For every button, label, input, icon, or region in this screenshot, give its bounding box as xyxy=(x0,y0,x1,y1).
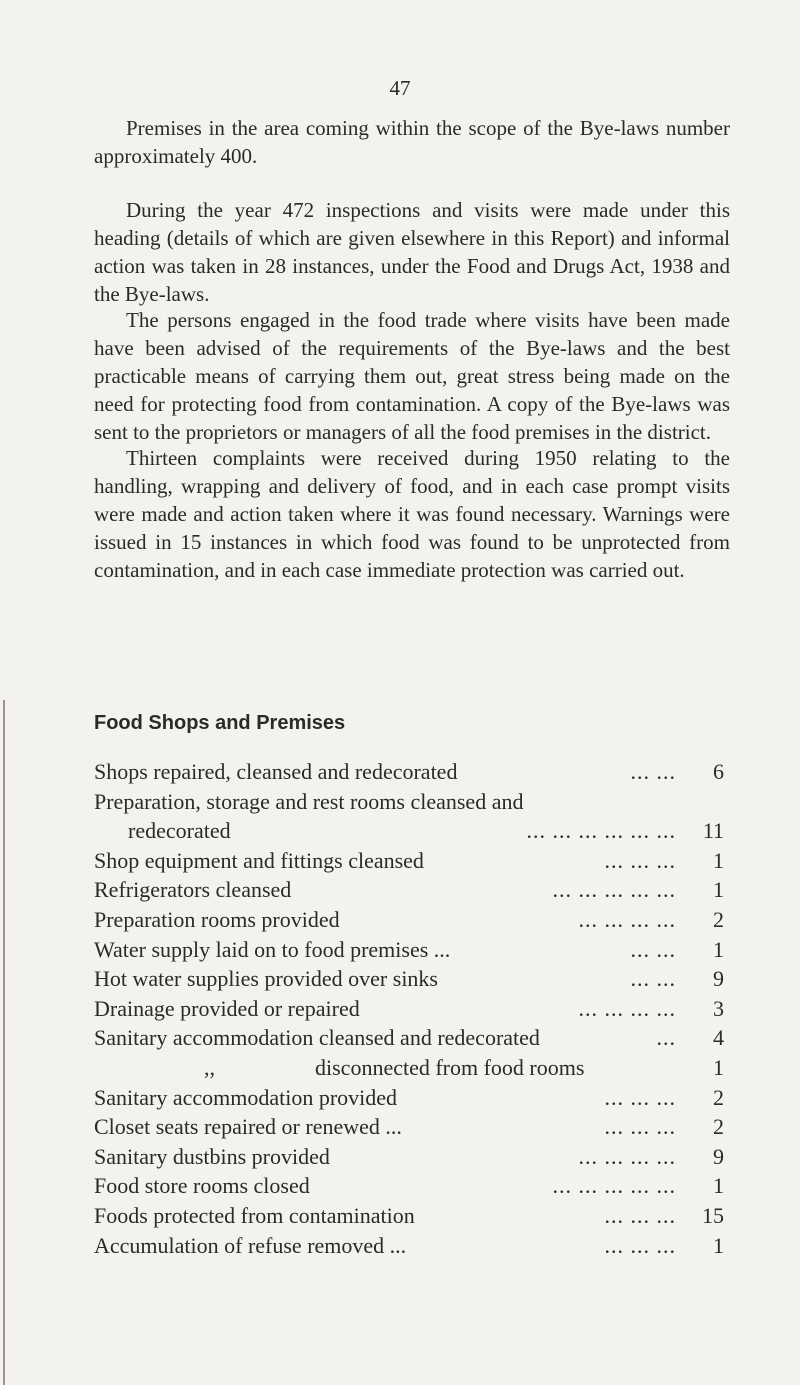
item-label: Foods protected from contamination xyxy=(94,1202,415,1228)
paragraph-inspections: During the year 472 inspections and visits were made under this heading (details of which are given elsewhere in this Report) and informal action was taken in 28 instances, under the Food and Drugs Act, 1938 and the Bye-laws. xyxy=(94,198,730,306)
list-item xyxy=(94,816,724,846)
item-label: Sanitary accommodation cleansed and redecorated xyxy=(94,1025,540,1051)
food-shops-list xyxy=(94,757,724,1260)
leader-dots: ... ... ... ... ... xyxy=(552,877,676,903)
list-item xyxy=(94,1171,724,1201)
leader-dots: ... ... ... ... xyxy=(578,1143,676,1169)
item-value: 4 xyxy=(713,1025,724,1051)
item-label: Hot water supplies provided over sinks xyxy=(94,966,438,992)
ditto-mark: ,, xyxy=(204,1054,215,1080)
item-value: 9 xyxy=(713,1143,724,1169)
leader-dots: ... ... ... xyxy=(604,1232,676,1258)
list-item xyxy=(94,1142,724,1172)
leader-dots: ... ... ... xyxy=(604,1202,676,1228)
leader-dots: ... ... ... xyxy=(604,847,676,873)
item-label: Drainage provided or repaired xyxy=(94,995,360,1021)
item-label: Preparation rooms provided xyxy=(94,906,340,932)
item-value: 1 xyxy=(713,1054,724,1080)
leader-dots: ... ... ... xyxy=(604,1084,676,1110)
list-item xyxy=(94,1231,724,1261)
list-item xyxy=(94,935,724,965)
list-item xyxy=(94,1201,724,1231)
item-value: 1 xyxy=(713,936,724,962)
leader-dots: ... ... xyxy=(630,759,676,784)
item-label: Refrigerators cleansed xyxy=(94,877,292,903)
list-item xyxy=(94,875,724,905)
list-item xyxy=(94,787,724,817)
item-label: Water supply laid on to food premises ... xyxy=(94,936,451,962)
item-value: 1 xyxy=(713,847,724,873)
list-item xyxy=(94,964,724,994)
item-label: Shops repaired, cleansed and redecorated xyxy=(94,759,458,784)
item-value: 11 xyxy=(702,818,724,844)
paragraph-food-trade: The persons engaged in the food trade where visits have been made have been advised of the requirements of the Bye-laws and the best practicable means of carrying them out, great stress being made on the need for protecting food from contamination. A copy of the Bye-laws was sent to the proprietors or managers of all the food premises in the district. xyxy=(94,308,730,444)
list-item xyxy=(94,905,724,935)
item-value: 3 xyxy=(713,995,724,1021)
list-item xyxy=(94,1112,724,1142)
item-label: Closet seats repaired or renewed ... xyxy=(94,1114,402,1140)
item-value: 2 xyxy=(713,906,724,932)
list-item xyxy=(94,1023,724,1053)
leader-dots: ... ... ... ... xyxy=(578,995,676,1021)
paragraph-complaints: Thirteen complaints were received during 1950 relating to the handling, wrapping and delivery of food, and in each case prompt visits were made and action taken where it was found necessary. Warnings were issued in 15 instances in which food was found to be unprotected from contamination, and in each case immediate protection was carried out. xyxy=(94,446,730,582)
list-item xyxy=(94,846,724,876)
list-item xyxy=(94,1053,724,1083)
list-item xyxy=(94,1083,724,1113)
item-value: 2 xyxy=(713,1084,724,1110)
item-value: 6 xyxy=(713,759,724,784)
page-edge-shadow xyxy=(3,700,5,1385)
item-value: 1 xyxy=(713,877,724,903)
item-value: 1 xyxy=(713,1232,724,1258)
item-label: Shop equipment and fittings cleansed xyxy=(94,847,424,873)
item-label: redecorated xyxy=(128,818,231,844)
leader-dots: ... ... ... ... ... xyxy=(552,1173,676,1199)
item-label: Sanitary dustbins provided xyxy=(94,1143,330,1169)
leader-dots: ... ... ... ... ... ... xyxy=(526,818,676,844)
section-heading: Food Shops and Premises xyxy=(94,712,346,734)
leader-dots: ... ... xyxy=(630,936,676,962)
page-number: 47 xyxy=(389,76,411,100)
item-value: 15 xyxy=(702,1202,724,1228)
item-label: disconnected from food rooms xyxy=(315,1054,585,1080)
leader-dots: ... ... ... xyxy=(604,1114,676,1140)
leader-dots: ... ... ... ... xyxy=(578,906,676,932)
list-item xyxy=(94,757,724,787)
item-value: 1 xyxy=(713,1173,724,1199)
item-label: Preparation, storage and rest rooms cleansed and xyxy=(94,788,524,814)
leader-dots: ... xyxy=(656,1025,676,1051)
item-label: Food store rooms closed xyxy=(94,1173,310,1199)
item-label: Sanitary accommodation provided xyxy=(94,1084,398,1110)
item-value: 9 xyxy=(713,966,724,992)
item-value: 2 xyxy=(713,1114,724,1140)
leader-dots: ... ... xyxy=(630,966,676,992)
item-label: Accumulation of refuse removed ... xyxy=(94,1232,407,1258)
list-item xyxy=(94,994,724,1024)
paragraph-premises: Premises in the area coming within the scope of the Bye-laws number approximately 400. xyxy=(94,116,730,168)
